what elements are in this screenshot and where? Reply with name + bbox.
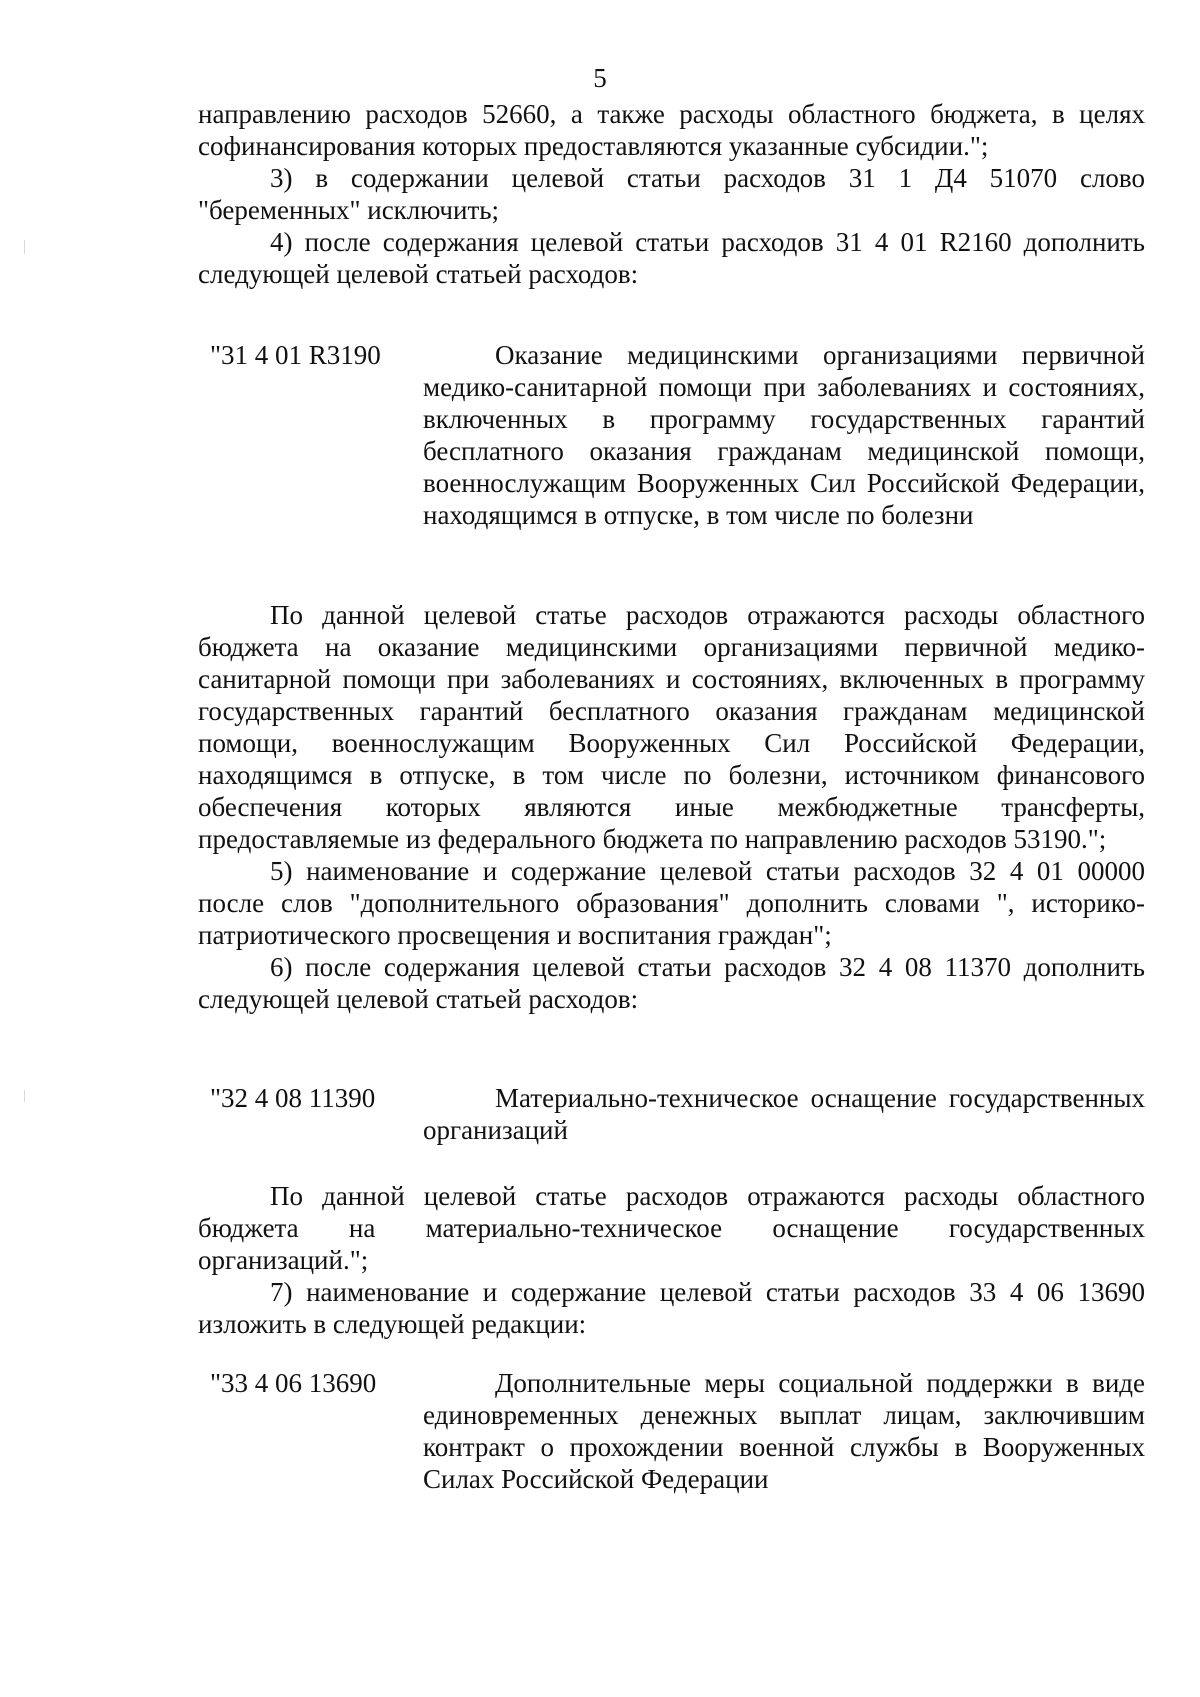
- paragraph-item-4: 4) после содержания целевой статьи расходов 31 4 01 R2160 дополнить следующей целевой статьей расходов:: [198, 227, 1145, 289]
- text-block-1: [198, 98, 1145, 290]
- paragraph-explanation: По данной целевой статье расходов отражаются расходы областного бюджета на материально-техническое оснащение государственных организаций.";: [198, 1181, 1145, 1275]
- scan-mark: [24, 240, 25, 254]
- budget-code-description: Дополнительные меры социальной поддержки в виде единовременных денежных выплат лицам, заключившим контракт о прохождении военной службы в Вооруженных Силах Российской Федерации: [423, 1368, 1145, 1494]
- budget-code-description: Материально-техническое оснащение государственных организаций: [423, 1083, 1145, 1145]
- budget-code-description: Оказание медицинскими организациями первичной медико-санитарной помощи при заболеваниях и состояниях, включенных в программу государственных гарантий бесплатного оказания гражданам медицинской помощи, военнослужащим Вооруженных Сил Российской Федерации, находящимся в отпуске, в том числе по болезни: [423, 340, 1145, 530]
- text-block-3: [198, 1180, 1145, 1340]
- paragraph-explanation: По данной целевой статье расходов отражаются расходы областного бюджета на оказание медицинскими организациями первичной медико-санитарной помощи при заболеваниях и состояниях, включенных в программу государственных гарантий бесплатного оказания гражданам медицинской помощи, военнослужащим Вооруженных Сил Российской Федерации, находящимся в отпуске, в том числе по болезни, источником финансового обеспечения которых являются иные межбюджетные трансферты, предоставляемые из федерального бюджета по направлению расходов 53190.";: [198, 600, 1145, 854]
- budget-code: "32 4 08 11390: [210, 1083, 376, 1113]
- paragraph-item-5: 5) наименование и содержание целевой статьи расходов 32 4 01 00000 после слов "дополнительного образования" дополнить словами ", историко-патриотического просвещения и воспитания граждан";: [198, 856, 1145, 950]
- paragraph-item-6: 6) после содержания целевой статьи расходов 32 4 08 11370 дополнить следующей целевой статьей расходов:: [198, 952, 1145, 1014]
- budget-code: "33 4 06 13690: [210, 1368, 377, 1398]
- scan-mark: [24, 1090, 25, 1102]
- paragraph-item-7: 7) наименование и содержание целевой статьи расходов 33 4 06 13690 изложить в следующей редакции:: [198, 1277, 1145, 1339]
- text-block-2: [198, 599, 1145, 1015]
- paragraph-item-3: 3) в содержании целевой статьи расходов 31 1 Д4 51070 слово "беременных" исключить;: [198, 163, 1145, 225]
- page-number: 5: [593, 63, 607, 93]
- budget-code: "31 4 01 R3190: [210, 340, 381, 370]
- paragraph-continuation: направлению расходов 52660, а также расходы областного бюджета, в целях софинансирования которых предоставляются указанные субсидии.";: [198, 99, 1145, 161]
